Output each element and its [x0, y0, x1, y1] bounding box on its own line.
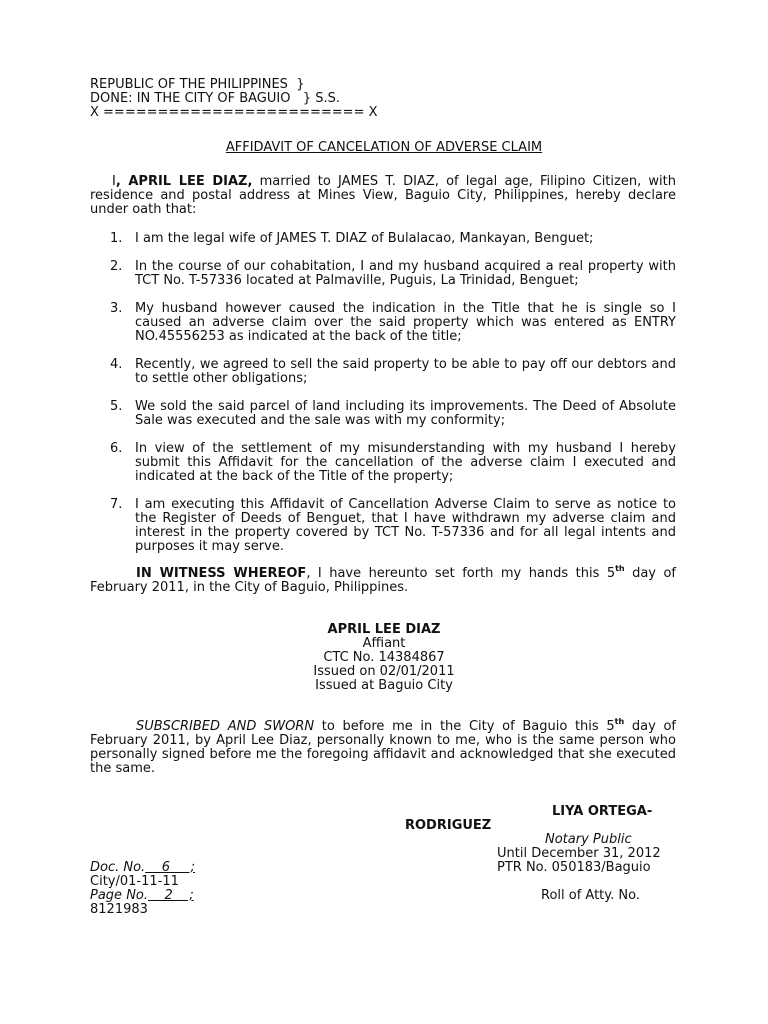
- jurat-paragraph: [90, 717, 676, 776]
- affiant-issued-at: Issued at Baguio City: [315, 678, 453, 693]
- page-number: [90, 889, 194, 903]
- document-title: AFFIDAVIT OF CANCELATION OF ADVERSE CLAIM: [225, 140, 543, 155]
- list-item: [110, 497, 676, 554]
- doc-number: [90, 861, 195, 875]
- list-item-number: 2.: [110, 259, 123, 274]
- list-item-text: I am the legal wife of JAMES T. DIAZ of Bulalacao, Mankayan, Benguet;: [135, 231, 594, 246]
- notary-name-part2: RODRIGUEZ: [405, 818, 492, 833]
- page-number-label: Page No.: [90, 888, 148, 903]
- affiant-role: Affiant: [362, 636, 406, 651]
- doc-number-value: 6 ;: [145, 860, 196, 875]
- list-item-text: My husband however caused the indication in the Title that he is single so I caused an adverse claim over the said property which was entered as ENTRY NO.45556253 as indicated at the back of the title;: [135, 301, 676, 344]
- witness-text-1: , I have hereunto set forth my hands this 5: [306, 566, 616, 581]
- affiant-name-inline: , APRIL LEE DIAZ,: [115, 174, 253, 189]
- notary-roll: Roll of Atty. No.: [541, 888, 640, 903]
- notary-name-part1: LIYA ORTEGA-: [552, 804, 653, 819]
- notary-roll-number: 8121983: [90, 902, 148, 917]
- list-item-number: 7.: [110, 497, 123, 512]
- page-number-value: 2 ;: [148, 888, 194, 903]
- declaration-list: [110, 231, 676, 568]
- list-item-text: In the course of our cohabitation, I and my husband acquired a real property with TCT No. T-57336 located at Palmaville, Puguis, La Trinidad, Benguet;: [135, 259, 676, 288]
- notary-title: Notary Public: [545, 832, 632, 847]
- list-item-text: Recently, we agreed to sell the said property to be able to pay off our debtors and to settle other obligations;: [135, 357, 676, 386]
- header-done-in: DONE: IN THE CITY OF BAGUIO } S.S.: [90, 91, 341, 106]
- intro-rest: married to JAMES T. DIAZ, of legal age, Filipino Citizen, with residence and postal address at Mines View, Baguio City, Philippines, hereby declare under oath that:: [90, 174, 676, 217]
- witness-superscript: th: [615, 564, 625, 573]
- jurat-text-1: to before me in the City of Baguio this 5: [314, 719, 615, 734]
- header-republic: REPUBLIC OF THE PHILIPPINES }: [90, 77, 305, 92]
- list-item-text: In view of the settlement of my misunderstanding with my husband I hereby submit this Affidavit for the cancellation of the adverse claim I executed and indicated at the back of the Title of the property;: [135, 441, 676, 484]
- list-item: [110, 301, 676, 344]
- list-item-number: 6.: [110, 441, 123, 456]
- notary-ptr: PTR No. 050183/Baguio: [497, 860, 651, 875]
- list-item-text: We sold the said parcel of land including its improvements. The Deed of Absolute Sale was executed and the sale was with my conformity;: [135, 399, 676, 428]
- jurat-lead: SUBSCRIBED AND SWORN: [136, 719, 315, 734]
- list-item-number: 4.: [110, 357, 123, 372]
- intro-pre: I: [112, 174, 116, 189]
- witness-text-2: day of February 2011, in the City of Baguio, Philippines.: [90, 566, 676, 595]
- notary-commission-until: Until December 31, 2012: [497, 846, 661, 861]
- list-item-number: 3.: [110, 301, 123, 316]
- intro-paragraph: [90, 175, 676, 217]
- jurat-superscript: th: [614, 717, 625, 726]
- affiant-ctc: CTC No. 14384867: [323, 650, 445, 665]
- doc-number-label: Doc. No.: [90, 860, 146, 875]
- city-line: City/01-11-11: [90, 874, 179, 889]
- list-item: [110, 231, 676, 246]
- header-separator: X ======================== X: [90, 105, 378, 120]
- witness-paragraph: [90, 564, 676, 595]
- list-item: [110, 357, 676, 386]
- list-item-text: I am executing this Affidavit of Cancellation Adverse Claim to serve as notice to the Register of Deeds of Benguet, that I have withdrawn my adverse claim and interest in the property covered by TCT No. T-57336 and for all legal intents and purposes it may serve.: [135, 497, 676, 554]
- affiant-name: APRIL LEE DIAZ: [327, 622, 441, 637]
- list-item: [110, 399, 676, 428]
- list-item-number: 5.: [110, 399, 123, 414]
- jurat-text-2: day of February 2011, by April Lee Diaz, personally known to me, who is the same person who personally signed before me the foregoing affidavit and acknowledged that she executed the same.: [90, 719, 676, 776]
- list-item: [110, 259, 676, 288]
- list-item: [110, 441, 676, 484]
- affiant-issued-on: Issued on 02/01/2011: [313, 664, 455, 679]
- witness-lead: IN WITNESS WHEREOF: [136, 566, 307, 581]
- list-item-number: 1.: [110, 231, 123, 246]
